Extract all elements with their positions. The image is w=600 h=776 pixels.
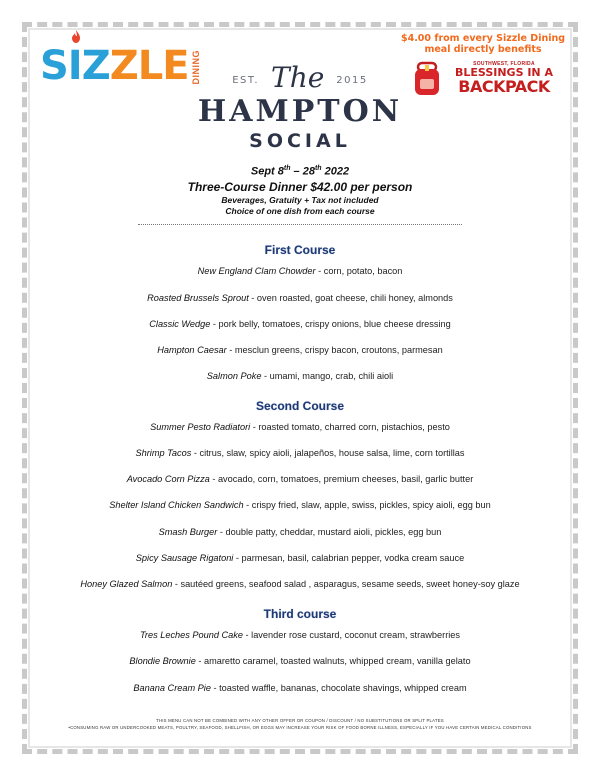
event-info bbox=[0, 162, 600, 217]
sizzle-wordmark-part1: SIZ bbox=[40, 43, 110, 89]
dish-name: New England Clam Chowder bbox=[197, 266, 316, 276]
est-year: 2015 bbox=[336, 75, 368, 86]
dish-name: Tres Leches Pound Cake bbox=[139, 630, 243, 640]
promo-text bbox=[398, 33, 568, 55]
dish-name: Hampton Caesar bbox=[157, 345, 227, 355]
sizzle-wordmark-part2: ZLE bbox=[109, 43, 189, 89]
dish-name: Smash Burger bbox=[158, 527, 218, 537]
course-title-third: Third course bbox=[263, 607, 337, 621]
dish-name: Banana Cream Pie bbox=[133, 683, 211, 693]
dish-item bbox=[0, 682, 600, 694]
the-script: The bbox=[271, 61, 325, 94]
dish-desc: - mesclun greens, crispy bacon, croutons, parmesan bbox=[226, 345, 443, 355]
dish-desc: - corn, potato, bacon bbox=[315, 266, 403, 276]
date-start: Sept 8 bbox=[250, 165, 284, 178]
dish-name: Shrimp Tacos bbox=[135, 448, 192, 458]
dish-name: Salmon Poke bbox=[206, 371, 262, 381]
event-dates bbox=[0, 162, 600, 179]
note-line: Beverages, Gratuity + Tax not included bbox=[221, 194, 379, 205]
dish-name: Shelter Island Chicken Sandwich bbox=[109, 500, 244, 510]
dotted-divider bbox=[138, 224, 462, 225]
dish-item bbox=[0, 421, 600, 433]
date-sep: – 28 bbox=[290, 165, 315, 178]
dish-desc: - umami, mango, crab, chili aioli bbox=[261, 371, 394, 381]
dish-desc: - parmesan, basil, calabrian pepper, vodka cream sauce bbox=[233, 553, 465, 563]
footer-disclaimer: THIS MENU CAN NOT BE COMBINED WITH ANY OTHER OFFER OR COUPON / DISCOUNT / NO SUBSTITUTIONS OR SPLIT PLATES bbox=[156, 718, 444, 723]
promo-line-2: meal directly benefits bbox=[424, 44, 542, 55]
dish-desc: - roasted tomato, charred corn, pistachios, pesto bbox=[250, 422, 450, 432]
dish-desc: - crispy fried, slaw, apple, swiss, pickles, spicy aioli, egg bun bbox=[243, 500, 491, 510]
blessings-line-1: BLESSINGS IN A bbox=[455, 66, 553, 79]
dish-name: Summer Pesto Radiatori bbox=[150, 422, 251, 432]
dish-item bbox=[0, 292, 600, 304]
dish-desc: - oven roasted, goat cheese, chili honey, almonds bbox=[248, 293, 453, 303]
footer-warning: •CONSUMING RAW OR UNDERCOOKED MEATS, POULTRY, SEAFOOD, SHELLFISH, OR EGGS MAY INCREASE YOUR RISK OF FOOD BORNE ILLNESS, ESPECIALLY IF YOU HAVE CERTAIN MEDICAL CONDITIONS bbox=[68, 725, 532, 730]
dish-desc: - pork belly, tomatoes, crispy onions, blue cheese dressing bbox=[210, 319, 451, 329]
dish-item bbox=[0, 655, 600, 667]
dish-item bbox=[0, 629, 600, 641]
dish-item bbox=[0, 447, 600, 459]
restaurant-social: SOCIAL bbox=[249, 130, 351, 152]
dish-desc: - double patty, cheddar, mustard aioli, pickles, egg bun bbox=[217, 527, 442, 537]
est-label: EST. bbox=[232, 75, 260, 86]
dish-item bbox=[0, 344, 600, 356]
dish-desc: - lavender rose custard, coconut cream, strawberries bbox=[242, 630, 460, 640]
dish-name: Spicy Sausage Rigatoni bbox=[135, 553, 234, 563]
dish-item bbox=[0, 473, 600, 485]
date-end-suffix: th bbox=[314, 165, 322, 172]
price-line: Three-Course Dinner $42.00 per person bbox=[187, 179, 413, 194]
dish-desc: - amaretto caramel, toasted walnuts, whipped cream, vanilla gelato bbox=[195, 656, 471, 666]
course-title-first: First Course bbox=[264, 243, 336, 257]
promo-line-1: $4.00 from every Sizzle Dining bbox=[400, 33, 566, 44]
dish-item bbox=[0, 370, 600, 382]
dish-desc: - sautéed greens, seafood salad , asparagus, sesame seeds, sweet honey-soy glaze bbox=[172, 579, 520, 589]
dish-desc: - avocado, corn, tomatoes, premium cheeses, basil, garlic butter bbox=[209, 474, 474, 484]
date-year: 2022 bbox=[321, 165, 350, 178]
blessings-region: SOUTHWEST, FLORIDA bbox=[473, 61, 535, 67]
choice-line: Choice of one dish from each course bbox=[225, 205, 375, 216]
dish-item bbox=[0, 578, 600, 590]
established-row bbox=[0, 61, 600, 94]
dish-item bbox=[0, 265, 600, 277]
course-title-second: Second Course bbox=[255, 399, 345, 413]
flame-icon bbox=[71, 30, 81, 43]
dish-name: Honey Glazed Salmon bbox=[80, 579, 173, 589]
dish-item bbox=[0, 499, 600, 511]
date-start-suffix: th bbox=[283, 165, 291, 172]
dish-name: Classic Wedge bbox=[149, 319, 211, 329]
blessings-line-2: BACKPACK bbox=[458, 77, 550, 96]
dining-vertical-label: DINING bbox=[190, 49, 201, 84]
dish-name: Avocado Corn Pizza bbox=[126, 474, 210, 484]
dish-desc: - citrus, slaw, spicy aioli, jalapeños, house salsa, lime, corn tortillas bbox=[191, 448, 465, 458]
dish-name: Blondie Brownie bbox=[129, 656, 196, 666]
restaurant-name: HAMPTON bbox=[197, 94, 403, 129]
dish-desc: - toasted waffle, bananas, chocolate shavings, whipped cream bbox=[210, 683, 467, 693]
dish-name: Roasted Brussels Sprout bbox=[147, 293, 249, 303]
dish-item bbox=[0, 552, 600, 564]
dish-item bbox=[0, 318, 600, 330]
dish-item bbox=[0, 526, 600, 538]
